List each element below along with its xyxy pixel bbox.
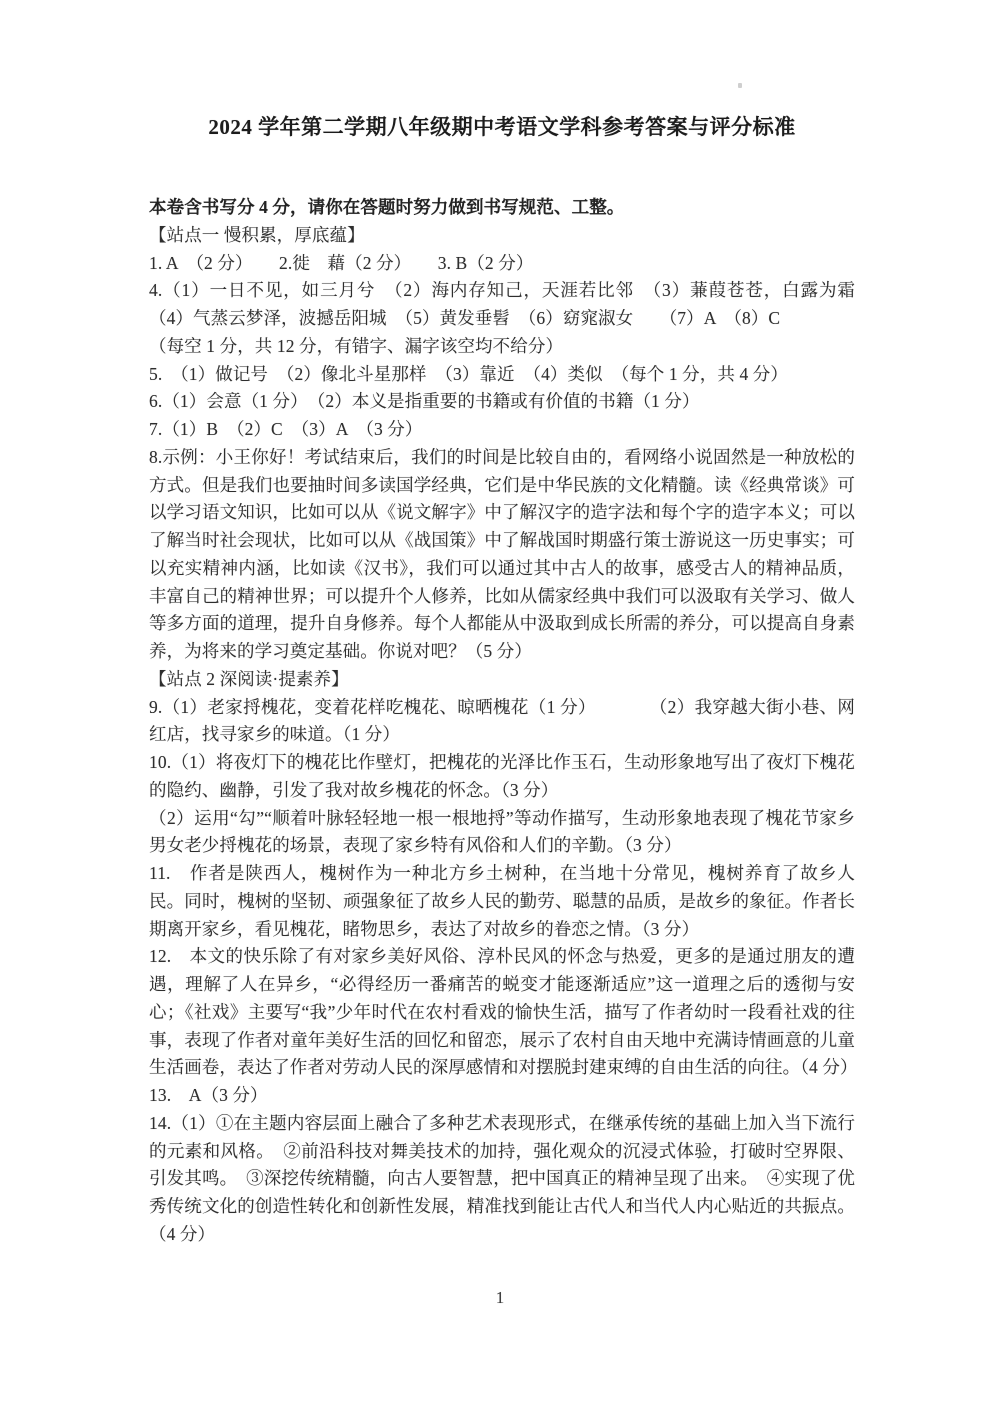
- answer-q9: 9.（1）老家捋槐花，变着花样吃槐花、晾晒槐花（1 分） （2）我穿越大街小巷、网红店，找寻家乡的味道。（1 分）: [149, 696, 855, 745]
- section-heading-2: 【站点 2 深阅读·提素养】: [149, 668, 349, 689]
- page-title: 2024 学年第二学期八年级期中考语文学科参考答案与评分标准: [208, 115, 796, 139]
- answer-q11: 11. 作者是陕西人，槐树作为一种北方乡土树种，在当地十分常见，槐树养育了故乡人民。同时，槐树的坚韧、顽强象征了故乡人民的勤劳、聪慧的品质，是故乡的象征。作者长期离开家乡，看见槐花，睹物思乡，表达了对故乡的眷恋之情。（3 分）: [149, 863, 855, 939]
- writing-note: 本卷含书写分 4 分，请你在答题时努力做到书写规范、工整。: [149, 197, 625, 217]
- answer-q8: 8.示例：小王你好！考试结束后，我们的时间是比较自由的，看网络小说固然是一种放松的方式。但是我们也要抽时间多读国学经典，它们是中华民族的文化精髓。读《经典常谈》可以学习语文知识，比如可以从《说文解字》中了解汉字的造字法和每个字的造字本义；可以了解当时社会现状，比如可以从《战国策》中了解战国时期盛行策士游说这一历史事实；可以充实精神内涵，比如读《汉书》，我们可以通过其中古人的故事，感受古人的精神品质，丰富自己的精神世界；可以提升个人修养，比如从儒家经典中我们可以汲取有关学习、做人等多方面的道理，提升自身修养。每个人都能从中汲取到成长所需的养分，可以提高自身素养，为将来的学习奠定基础。你说对吧？（5 分）: [149, 446, 855, 661]
- section-heading-1: 【站点一 慢积累，厚底蕴】: [149, 224, 365, 245]
- document-body: [149, 194, 891, 1249]
- answer-q14: 14.（1）①在主题内容层面上融合了多种艺术表现形式，在继承传统的基础上加入当下流行的元素和风格。 ②前沿科技对舞美技术的加持，强化观众的沉浸式体验，打破时空界限、引发其鸣。 ③深挖传统精髓，向古人要智慧，把中国真正的精神呈现了出来。 ④实现了优秀传统文化的创造性转化和创新性发展，精准找到能让古代人和当代人内心贴近的共振点。（4 分）: [149, 1112, 855, 1244]
- answer-q7: 7.（1）B （2）C （3）A （3 分）: [149, 419, 423, 439]
- scan-artifact-dot: [738, 83, 742, 88]
- answer-q12: 12. 本文的快乐除了有对家乡美好风俗、淳朴民风的怀念与热爱，更多的是通过朋友的遭遇，理解了人在异乡，“必得经历一番痛苦的蜕变才能逐渐适应”这一道理之后的透彻与安心；《社戏》主要写“我”少年时代在农村看戏的愉快生活，描写了作者幼时一段看社戏的往事，表现了作者对童年美好生活的回忆和留恋，展示了农村自由天地中充满诗情画意的儿童生活画卷，表达了作者对劳动人民的深厚感情和对摆脱封建束缚的自由生活的向往。（4 分）: [149, 946, 858, 1078]
- answer-q4-scoring-note: （每空 1 分，共 12 分，有错字、漏字该空均不给分）: [149, 335, 564, 356]
- answers-q1-q3: 1. A （2 分） 2.徙 藉（2 分） 3. B（2 分）: [149, 252, 534, 273]
- answer-q5: 5. （1）做记号 （2）像北斗星那样 （3）靠近 （4）类似 （每个 1 分，共 4 分）: [149, 363, 788, 384]
- answer-q6: 6.（1）会意（1 分） （2）本义是指重要的书籍或有价值的书籍（1 分）: [149, 391, 700, 412]
- answer-q10-part1: 10.（1）将夜灯下的槐花比作壁灯，把槐花的光泽比作玉石，生动形象地写出了夜灯下槐花的隐约、幽静，引发了我对故乡槐花的怀念。（3 分）: [149, 752, 855, 800]
- page-number: 1: [495, 1288, 505, 1307]
- answer-q13: 13. A（3 分）: [149, 1085, 268, 1105]
- answer-q4: 4.（1）一日不见，如三月兮 （2）海内存知己，天涯若比邻 （3）蒹葭苍苍，白露为霜 （4）气蒸云梦泽，波撼岳阳城 （5）黄发垂髫 （6）窈窕淑女 （7）A （8）C: [149, 280, 891, 328]
- answer-q10-part2: （2）运用“勾”“顺着叶脉轻轻地一根一根地捋”等动作描写，生动形象地表现了槐花节家乡男女老少捋槐花的场景，表现了家乡特有风俗和人们的辛勤。（3 分）: [149, 807, 855, 856]
